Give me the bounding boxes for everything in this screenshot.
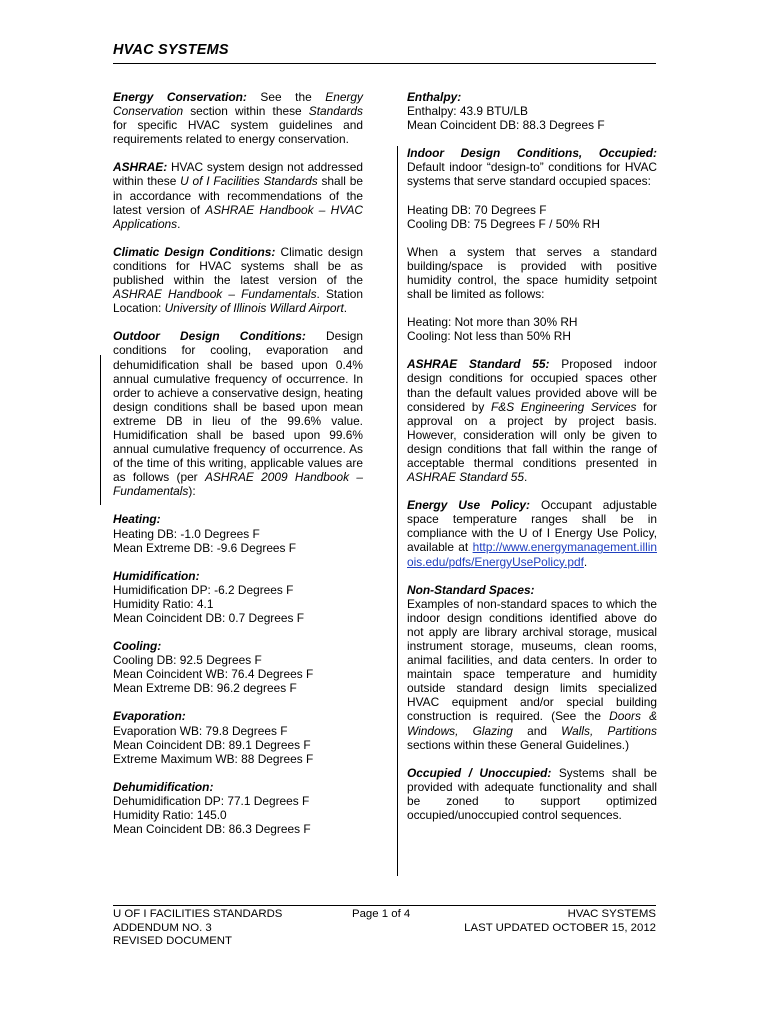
dehumidification-line: Mean Coincident DB: 86.3 Degrees F — [113, 822, 311, 837]
occupied-paragraph — [407, 766, 657, 822]
energy-use-lead: Energy Use Policy: — [407, 498, 530, 513]
revision-bar-left — [100, 355, 101, 505]
enthalpy-line: Enthalpy: 43.9 BTU/LB — [407, 104, 528, 119]
text-run: . — [524, 470, 528, 485]
footer-left-line: U OF I FACILITIES STANDARDS — [113, 908, 283, 920]
footer-left-line: ADDENDUM NO. 3 — [113, 921, 212, 934]
italic-run: Standards — [308, 104, 363, 119]
evaporation-block — [113, 709, 363, 765]
italic-run: ASHRAE 2009 Handbook – Fundamentals — [113, 470, 363, 499]
dehumidification-block — [113, 780, 363, 836]
footer-right-line: LAST UPDATED OCTOBER 15, 2012 — [464, 921, 656, 934]
text-run: Occupant adjustable space temperature ranges shall be in compliance with the U of I Energy Use Policy, available at — [407, 498, 657, 555]
enthalpy-heading: Enthalpy: — [407, 90, 462, 104]
italic-run: Walls, Partitions — [561, 723, 657, 738]
italic-run: ASHRAE Handbook – Fundamentals — [113, 287, 317, 302]
ashrae-paragraph — [113, 160, 363, 230]
indoor-values-block — [407, 203, 657, 231]
text-run: ): — [188, 484, 196, 499]
text-run: . — [177, 216, 181, 231]
non-standard-paragraph — [407, 583, 657, 752]
non-standard-heading: Non-Standard Spaces: — [407, 582, 535, 597]
italic-run: University of Illinois Willard Airport — [164, 301, 344, 316]
page-number: Page 1 of 4 — [352, 908, 411, 920]
evaporation-line: Mean Coincident DB: 89.1 Degrees F — [113, 737, 311, 752]
italic-run: F&S Engineering Services — [491, 399, 637, 414]
italic-run: Energy Conservation — [113, 90, 363, 119]
text-run: See the — [246, 90, 326, 104]
right-column — [407, 90, 657, 836]
italic-run: U of I Facilities Standards — [180, 174, 318, 189]
energy-use-paragraph — [407, 498, 657, 568]
climatic-lead: Climatic Design Conditions: — [113, 244, 276, 259]
cooling-line: Cooling DB: 92.5 Degrees F — [113, 653, 262, 668]
energy-conservation-paragraph — [113, 90, 363, 146]
footer-left — [113, 908, 282, 949]
footer-rule — [113, 905, 656, 906]
cooling-block — [113, 639, 363, 695]
humidification-block — [113, 569, 363, 625]
footer-right-line: HVAC SYSTEMS — [567, 908, 656, 920]
dehumidification-line: Dehumidification DP: 77.1 Degrees F — [113, 793, 310, 808]
text-run: Proposed indoor design conditions for occupied spaces other than the default values provided above will be considered by — [407, 357, 657, 414]
header-rule — [113, 63, 656, 64]
italic-run: Doors & Windows, Glazing — [407, 709, 657, 738]
indoor-lead: Indoor Design Conditions, Occupied: — [407, 146, 657, 161]
text-run: Climatic design conditions for HVAC systems shall be as published within the latest version of the — [113, 244, 363, 288]
evaporation-line: Evaporation WB: 79.8 Degrees F — [113, 723, 288, 738]
footer-left-line: REVISED DOCUMENT — [113, 935, 232, 948]
outdoor-lead: Outdoor Design Conditions: — [113, 329, 306, 344]
humidity-limit-line: Cooling: Not less than 50% RH — [407, 329, 571, 344]
enthalpy-block — [407, 90, 657, 132]
footer-right — [464, 908, 656, 935]
humidification-line: Mean Coincident DB: 0.7 Degrees F — [113, 611, 305, 625]
ashrae55-lead: ASHRAE Standard 55: — [407, 357, 550, 372]
humidity-paragraph: When a system that serves a standard building/space is provided with positive humidity control, the space humidity setpoint shall be limited as follows: — [407, 244, 657, 302]
indoor-value-line: Cooling DB: 75 Degrees F / 50% RH — [407, 216, 600, 231]
ashrae55-paragraph — [407, 357, 657, 484]
cooling-heading: Cooling: — [113, 639, 162, 654]
text-run: Systems shall be provided with adequate functionality and shall be zoned to support optimized occupied/unoccupied control sequences. — [407, 765, 657, 823]
heating-heading: Heating: — [113, 512, 161, 527]
cooling-line: Mean Extreme DB: 96.2 degrees F — [113, 681, 297, 696]
text-run: for approval on a project by project basis. However, consideration will only be given to design conditions that fall within the range of acceptable thermal conditions presented in — [407, 399, 657, 470]
energy-use-policy-link[interactable]: http://www.energymanagement.illinois.edu/pdfs/EnergyUsePolicy.pdf — [407, 540, 657, 569]
text-run: section within these — [183, 104, 309, 119]
indoor-value-line: Heating DB: 70 Degrees F — [407, 202, 547, 217]
humidification-line: Humidity Ratio: 4.1 — [113, 596, 214, 611]
humidification-line: Humidification DP: -6.2 Degrees F — [113, 582, 294, 597]
enthalpy-line: Mean Coincident DB: 88.3 Degrees F — [407, 118, 605, 133]
energy-conservation-lead: Energy Conservation: — [113, 90, 247, 104]
evaporation-heading: Evaporation: — [113, 709, 186, 724]
outdoor-paragraph — [113, 329, 363, 498]
text-run: . — [583, 554, 588, 569]
text-run: Default indoor “design-to” conditions for HVAC systems that serve standard occupied spaces: — [407, 160, 657, 189]
dehumidification-heading: Dehumidification: — [113, 779, 214, 794]
dehumidification-line: Humidity Ratio: 145.0 — [113, 808, 227, 823]
text-run: Design conditions for cooling, evaporation and dehumidification shall be based upon 0.4% annual cumulative frequency of occurrence. In order to achieve a conservative design, heating design conditions shall be based upon mean extreme DB in lieu of the 99.6% value. Humidification shall be based upon 99.6% annual cumulative frequency of occurrence. As of the time of this writing, applicable values are as follows (per — [113, 329, 363, 485]
heating-line: Mean Extreme DB: -9.6 Degrees F — [113, 540, 297, 555]
heating-block — [113, 512, 363, 554]
humidity-limits-block — [407, 315, 657, 343]
text-run: shall be in accordance with recommendations of the latest version of — [113, 174, 363, 217]
text-run: and — [512, 723, 562, 738]
text-run: sections within these General Guidelines.) — [407, 737, 630, 752]
evaporation-line: Extreme Maximum WB: 88 Degrees F — [113, 751, 314, 766]
text-run: for specific HVAC system guidelines and requirements related to energy conservation. — [113, 118, 363, 147]
page-header-title: HVAC SYSTEMS — [113, 42, 229, 58]
climatic-paragraph — [113, 245, 363, 315]
text-run: HVAC system design not addressed within these — [113, 160, 363, 189]
ashrae-lead: ASHRAE: — [113, 160, 168, 175]
revision-bar-right — [397, 146, 398, 876]
text-run: Examples of non-standard spaces to which the indoor design conditions identified above do not apply are library archival storage, musical instrument storage, museums, clean rooms, animal facilities, and data centers. In order to maintain space temperature and humidity outside standard design limits specialized HVAC equipment and/or special building construction is required. (See the — [407, 596, 657, 724]
left-column — [113, 90, 363, 850]
text-run: . — [343, 301, 348, 316]
cooling-line: Mean Coincident WB: 76.4 Degrees F — [113, 667, 314, 682]
italic-run: ASHRAE Standard 55 — [407, 470, 524, 485]
heating-line: Heating DB: -1.0 Degrees F — [113, 526, 260, 541]
humidification-heading: Humidification: — [113, 568, 200, 583]
humidity-limit-line: Heating: Not more than 30% RH — [407, 315, 578, 330]
indoor-paragraph — [407, 146, 657, 188]
occupied-lead: Occupied / Unoccupied: — [407, 765, 552, 780]
text-run: . Station Location: — [113, 287, 363, 316]
italic-run: ASHRAE Handbook – HVAC Applications — [113, 202, 363, 231]
